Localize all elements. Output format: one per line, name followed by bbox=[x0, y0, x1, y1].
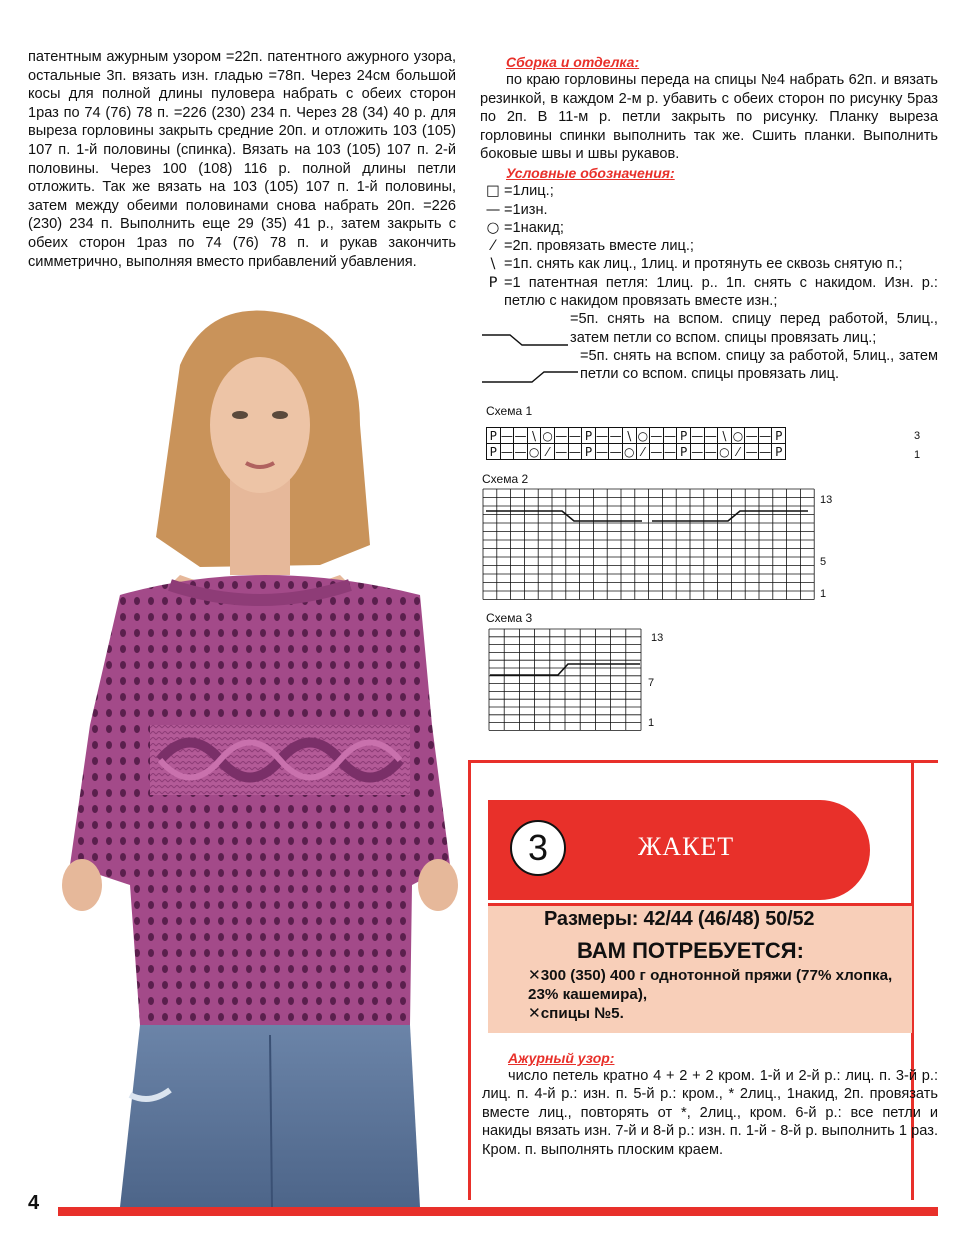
footer-bar bbox=[58, 1207, 938, 1216]
legend-item bbox=[482, 201, 938, 219]
scheme-cell: — bbox=[500, 428, 513, 443]
scheme-cell: ○ bbox=[732, 428, 744, 443]
page-number: 4 bbox=[28, 1192, 40, 1214]
scheme-cell: — bbox=[704, 428, 717, 443]
scheme-1-label: Схема 1 bbox=[486, 404, 533, 418]
scheme-cell: — bbox=[609, 444, 622, 459]
scheme-cell: Р bbox=[487, 444, 501, 460]
scheme-cell: — bbox=[596, 444, 609, 459]
legend-symbol: ⁄ bbox=[491, 237, 495, 255]
legend-cable-front bbox=[482, 347, 938, 384]
scheme-3-row-7: 7 bbox=[648, 677, 655, 689]
scheme-cell: Р bbox=[582, 444, 596, 460]
scheme-cell: — bbox=[745, 444, 758, 459]
scheme-cell: — bbox=[568, 428, 581, 443]
jacket-sizes: Размеры: 42/44 (46/48) 50/52 bbox=[544, 908, 815, 930]
scheme-cell: Р bbox=[582, 428, 596, 444]
scheme-cell: ○ bbox=[719, 444, 730, 459]
scheme-cell: — bbox=[691, 444, 704, 459]
legend-symbol: — bbox=[485, 200, 501, 218]
legend-cable-back bbox=[482, 310, 938, 347]
scheme-3-row-1: 1 bbox=[648, 717, 655, 729]
jacket-title: ЖАКЕТ bbox=[638, 832, 735, 861]
scheme-cell: — bbox=[759, 444, 772, 459]
scheme-1-row bbox=[487, 444, 786, 460]
lace-text: число петель кратно 4 + 2 + 2 кром. 1-й и 2-й р.: лиц. п. 3-й р.: лиц. п. 4-й р.: изн. п. 5-й р.: кром., * 2лиц., 1накид, 2п. провязать вместе лиц., повторять от *, 2лиц., кром. 6-й р.: все петли и накиды вязать изн. 7-й и 8-й р.: изн. п. 1-й - 8-й р. выполнить 1 раз. Кром. п. выполнять плоским краем. bbox=[482, 1068, 938, 1158]
cable-front-icon bbox=[482, 370, 580, 384]
scheme-cell: — bbox=[664, 444, 677, 459]
scheme-cell: — bbox=[500, 444, 513, 459]
scheme-cell: Р bbox=[677, 444, 691, 460]
scheme-cell: — bbox=[759, 428, 772, 443]
scheme-cell: \ bbox=[718, 428, 732, 444]
legend-item bbox=[482, 274, 938, 311]
scheme-cell: ○ bbox=[528, 444, 540, 459]
scheme-2-label: Схема 2 bbox=[482, 472, 529, 486]
scheme-cell: — bbox=[745, 428, 758, 443]
scheme-2-row-5: 5 bbox=[820, 556, 827, 568]
scheme-cell: Р bbox=[487, 428, 501, 444]
scheme-cell: \ bbox=[622, 428, 636, 444]
jacket-number: 3 bbox=[510, 820, 566, 876]
scheme-cell: Р bbox=[772, 428, 786, 444]
left-column-text bbox=[28, 48, 456, 271]
scheme-3-label: Схема 3 bbox=[486, 611, 533, 625]
scheme-cell: — bbox=[555, 444, 568, 459]
legend-symbol: ○ bbox=[486, 218, 500, 236]
scheme-cell: — bbox=[514, 444, 527, 459]
lace-section bbox=[482, 1050, 938, 1159]
scheme-cell: — bbox=[691, 428, 704, 443]
assembly-title: Сборка и отделка: bbox=[506, 54, 640, 70]
legend-section bbox=[482, 164, 938, 384]
scheme-cell: ⁄ bbox=[731, 444, 745, 460]
legend-text: =1накид; bbox=[504, 219, 564, 236]
scheme-1-grid bbox=[486, 427, 786, 460]
scheme-1-row-1: 1 bbox=[914, 449, 921, 461]
legend-text: =1п. снять как лиц., 1лиц. и протянуть ее сквозь снятую п.; bbox=[504, 256, 903, 273]
assembly-section bbox=[480, 54, 938, 164]
legend-item bbox=[482, 219, 938, 237]
legend-symbol: □ bbox=[486, 182, 500, 200]
scheme-cell: — bbox=[650, 444, 663, 459]
scheme-1-row bbox=[487, 428, 786, 444]
scheme-cell: ⁄ bbox=[636, 444, 650, 460]
scheme-2-row-13: 13 bbox=[820, 494, 833, 506]
needles-cross-icon: ✕ bbox=[528, 966, 541, 984]
legend-text: =2п. провязать вместе лиц.; bbox=[504, 238, 694, 255]
requirement-needles: ✕спицы №5. bbox=[528, 1004, 624, 1023]
cable-back-icon bbox=[482, 333, 570, 347]
scheme-1-row-3: 3 bbox=[914, 430, 921, 442]
scheme-cell: — bbox=[568, 444, 581, 459]
assembly-text: по краю горловины переда на спицы №4 набрать 62п. и вязать резинкой, в каждом 2-м р. убавить с обеих сторон по рисунку 5раз по 2п. В 11-м р. петли закрыть по рисунку. Планку выреза горловины спинки выполнить так же. Сшить планки. Выполнить боковые швы и швы рукавов. bbox=[480, 72, 938, 163]
legend-item bbox=[482, 237, 938, 255]
scheme-cell: — bbox=[650, 428, 663, 443]
scheme-cell: — bbox=[609, 428, 622, 443]
model-photo bbox=[60, 305, 460, 1207]
scheme-cell: Р bbox=[677, 428, 691, 444]
legend-symbol: \ bbox=[490, 255, 496, 273]
left-paragraph: патентным ажурным узором =22п. патентного ажурного узора, остальные 3п. вязать изн. гладью =78п. Через 24см большой косы для полной длины пуловера набрать с обеих сторон 1раз по 74 (76) 78 п. =226 (230) 234 п. Через 28 (34) 40 р. для выреза горловины закрыть средние 20п. и отложить 103 (105) 107 п. 1-й половины (спинка). Вязать на 103 (105) 107 п. 2-й половины. Через 100 (108) 116 р. полной длины петли отложить. Так же вязать на 103 (105) 107 п. 1-й половины, затем между обеими половинами снова набрать 20п. =226 (230) 234 п. Выполнить еще 29 (35) 41 р., затем закрыть с обеих сторон 1раз по 74 (76) 78 п. и рукав закончить симметрично, выполняя вместо прибавлений убавления. bbox=[28, 49, 456, 270]
scheme-cell: ○ bbox=[542, 428, 553, 443]
cable-back-text: =5п. снять на вспом. спицу перед работой, 5лиц., затем петли со вспом. спицы провязать лиц.; bbox=[570, 311, 938, 346]
scheme-2-grid bbox=[482, 488, 822, 602]
needles-cross-icon: ✕ bbox=[528, 1004, 541, 1023]
model-illustration bbox=[60, 305, 460, 1207]
requirements-list bbox=[528, 966, 898, 1024]
scheme-cell: Р bbox=[772, 444, 786, 460]
legend-symbol: Р bbox=[488, 273, 498, 291]
scheme-cell: — bbox=[664, 428, 677, 443]
scheme-cell: — bbox=[514, 428, 527, 443]
legend-text: =1изн. bbox=[504, 201, 548, 218]
scheme-2-row-1: 1 bbox=[820, 588, 827, 600]
scheme-cell: — bbox=[555, 428, 568, 443]
scheme-cell: — bbox=[596, 428, 609, 443]
requirement-yarn: ✕300 (350) 400 г однотонной пряжи (77% хлопка, 23% кашемира), bbox=[528, 966, 893, 1003]
scheme-3-grid bbox=[488, 628, 648, 732]
legend-item bbox=[482, 182, 938, 200]
scheme-cell: — bbox=[704, 444, 717, 459]
scheme-cell: \ bbox=[527, 428, 541, 444]
scheme-3-row-13: 13 bbox=[651, 632, 664, 644]
legend-list bbox=[482, 182, 938, 310]
legend-text: =1лиц.; bbox=[504, 183, 554, 200]
scheme-cell: ○ bbox=[637, 428, 649, 443]
cable-front-text: =5п. снять на вспом. спицу за работой, 5лиц., затем петли со вспом. спицы провязать лиц. bbox=[580, 347, 938, 383]
scheme-cell: ⁄ bbox=[541, 444, 555, 460]
lace-title: Ажурный узор: bbox=[508, 1050, 615, 1066]
scheme-cell: ○ bbox=[623, 444, 635, 459]
requirements-title: ВАМ ПОТРЕБУЕТСЯ: bbox=[577, 938, 804, 963]
legend-text: =1 патентная петля: 1лиц. р.. 1п. снять с накидом. Изн. р.: петлю с накидом провязать вместе изн.; bbox=[504, 274, 938, 310]
legend-title: Условные обозначения: bbox=[506, 165, 675, 181]
legend-item bbox=[482, 255, 938, 273]
